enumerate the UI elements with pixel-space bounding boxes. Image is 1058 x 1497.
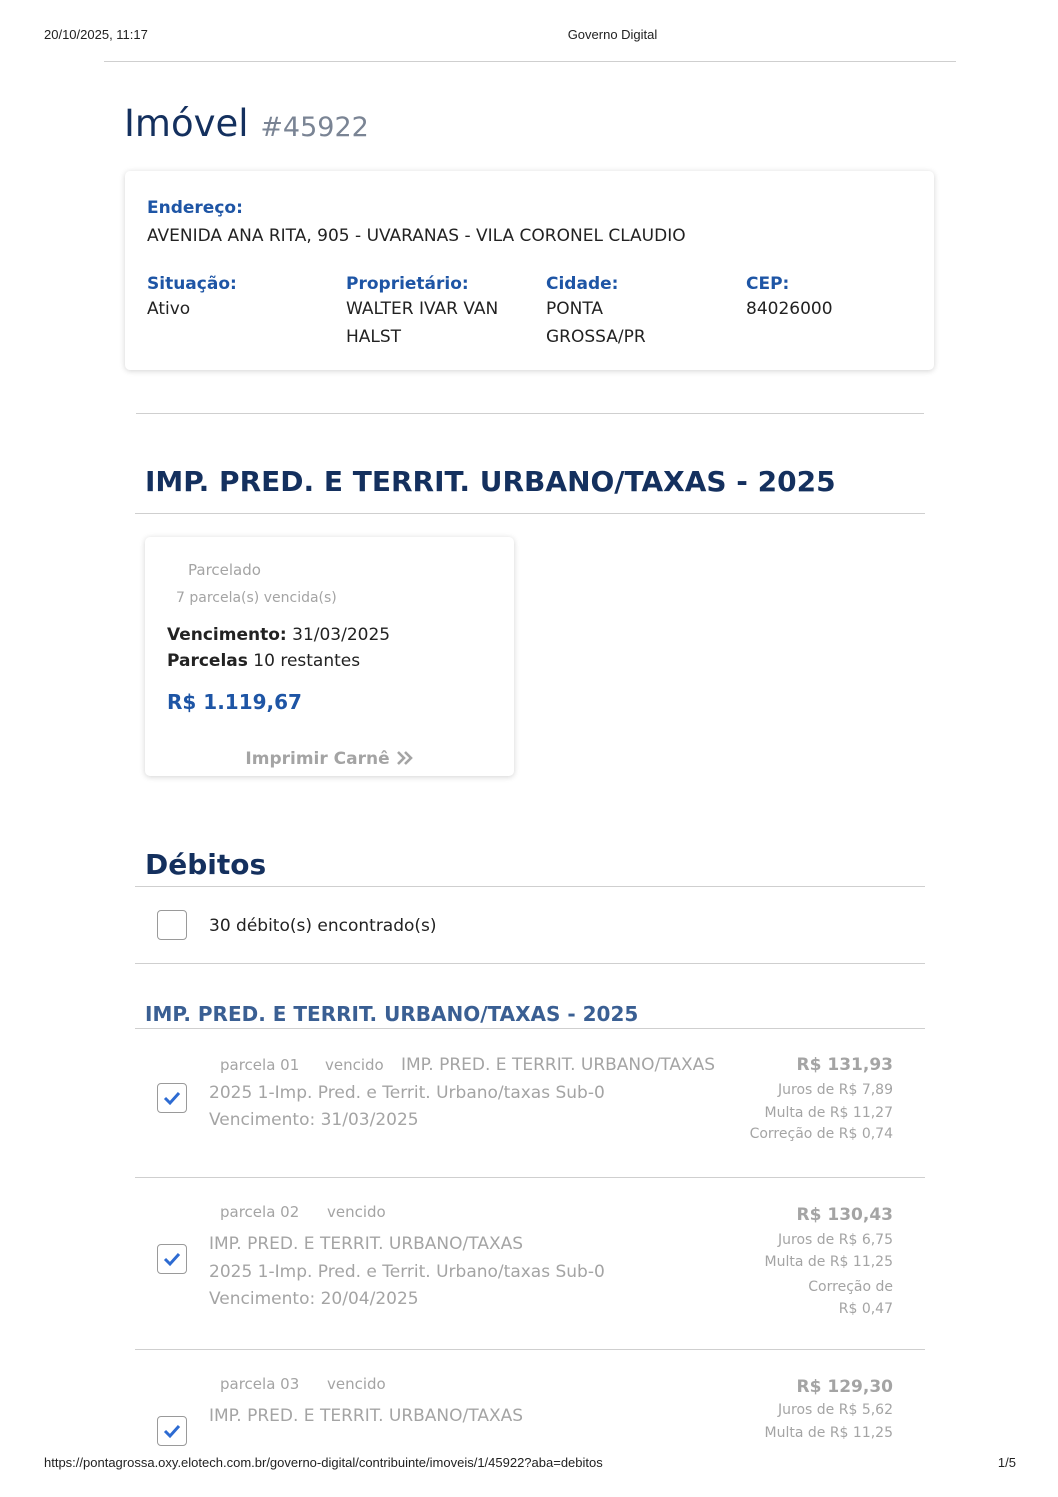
debit-tribute: IMP. PRED. E TERRIT. URBANO/TAXAS (209, 1406, 524, 1426)
debit-checkbox[interactable] (157, 1244, 187, 1274)
debit-checkbox[interactable] (157, 1083, 187, 1113)
debits-count-divider (135, 963, 925, 964)
debit-multa: Multa de R$ 11,25 (764, 1425, 893, 1441)
parcela-number: parcela 01 (220, 1056, 300, 1074)
group-divider (135, 1028, 925, 1029)
situacao-label: Situação: (147, 274, 237, 294)
parcela-number: parcela 03 (220, 1375, 300, 1393)
item-divider (135, 1177, 925, 1178)
debit-tribute: IMP. PRED. E TERRIT. URBANO/TAXAS (209, 1234, 524, 1254)
print-datetime: 20/10/2025, 11:17 (44, 27, 148, 42)
debit-total: R$ 130,43 (796, 1205, 893, 1225)
debit-checkbox[interactable] (157, 1416, 187, 1446)
item-divider (135, 1349, 925, 1350)
proprietario-value: WALTER IVAR VAN HALST (346, 299, 499, 347)
debit-total: R$ 131,93 (796, 1055, 893, 1075)
header-divider (104, 61, 956, 62)
tax-installments: Parcelas 10 restantes (167, 651, 361, 671)
print-page-title: Governo Digital (567, 27, 658, 42)
proprietario-label: Proprietário: (346, 274, 469, 294)
parcela-status: vencido (327, 1203, 386, 1221)
debit-multa: Multa de R$ 11,25 (764, 1254, 893, 1270)
debit-correcao: Correção de R$ 0,74 (749, 1126, 893, 1142)
cidade-label: Cidade: (546, 274, 619, 294)
tax-due: Vencimento: 31/03/2025 (167, 625, 391, 645)
property-card (125, 171, 934, 370)
debit-juros: Juros de R$ 7,89 (778, 1082, 893, 1098)
tax-status: Parcelado (188, 561, 261, 579)
page-title (124, 102, 369, 145)
debit-correcao: Correção de R$ 0,47 (808, 1279, 893, 1317)
tax-section-title: IMP. PRED. E TERRIT. URBANO/TAXAS - 2025 (145, 465, 836, 498)
parcela-number: parcela 02 (220, 1203, 300, 1221)
select-all-checkbox[interactable] (157, 910, 187, 940)
debit-tribute: IMP. PRED. E TERRIT. URBANO/TAXAS (401, 1055, 716, 1075)
print-page-number: 1/5 (997, 1455, 1016, 1470)
check-icon (163, 1423, 181, 1439)
print-carne-button[interactable]: Imprimir Carnê (145, 749, 514, 769)
check-icon (163, 1251, 181, 1267)
cep-value: 84026000 (746, 299, 833, 319)
debits-group-title: IMP. PRED. E TERRIT. URBANO/TAXAS - 2025 (145, 1002, 639, 1026)
debits-title: Débitos (145, 848, 267, 881)
check-icon (163, 1090, 181, 1106)
parcela-status: vencido (327, 1375, 386, 1393)
debit-due: Vencimento: 20/04/2025 (209, 1289, 419, 1309)
tax-amount: R$ 1.119,67 (167, 690, 302, 714)
debit-due: Vencimento: 31/03/2025 (209, 1110, 419, 1130)
cidade-value: PONTA GROSSA/PR (546, 299, 646, 347)
tax-title-divider (135, 513, 925, 514)
debits-title-divider (135, 886, 925, 887)
tax-card (145, 537, 514, 776)
debits-count: 30 débito(s) encontrado(s) (209, 916, 437, 936)
tax-overdue: 7 parcela(s) vencida(s) (176, 590, 337, 606)
debit-juros: Juros de R$ 6,75 (778, 1232, 893, 1248)
property-number: #45922 (260, 112, 369, 143)
print-url: https://pontagrossa.oxy.elotech.com.br/governo-digital/contribuinte/imoveis/1/45922?aba=debitos (44, 1455, 607, 1470)
debit-total: R$ 129,30 (796, 1377, 893, 1397)
parcela-status: vencido (325, 1056, 384, 1074)
debit-multa: Multa de R$ 11,27 (764, 1105, 893, 1121)
cep-label: CEP: (746, 274, 790, 294)
double-chevron-right-icon (396, 751, 414, 765)
section-divider (136, 413, 924, 414)
address-label: Endereço: (147, 198, 243, 218)
debit-description: 2025 1-Imp. Pred. e Territ. Urbano/taxas Sub-0 (209, 1083, 605, 1103)
address-value: AVENIDA ANA RITA, 905 - UVARANAS - VILA CORONEL CLAUDIO (147, 226, 686, 246)
page-title-text: Imóvel (124, 102, 249, 145)
debit-juros: Juros de R$ 5,62 (778, 1402, 893, 1418)
debit-description: 2025 1-Imp. Pred. e Territ. Urbano/taxas Sub-0 (209, 1262, 605, 1282)
situacao-value: Ativo (147, 299, 191, 319)
